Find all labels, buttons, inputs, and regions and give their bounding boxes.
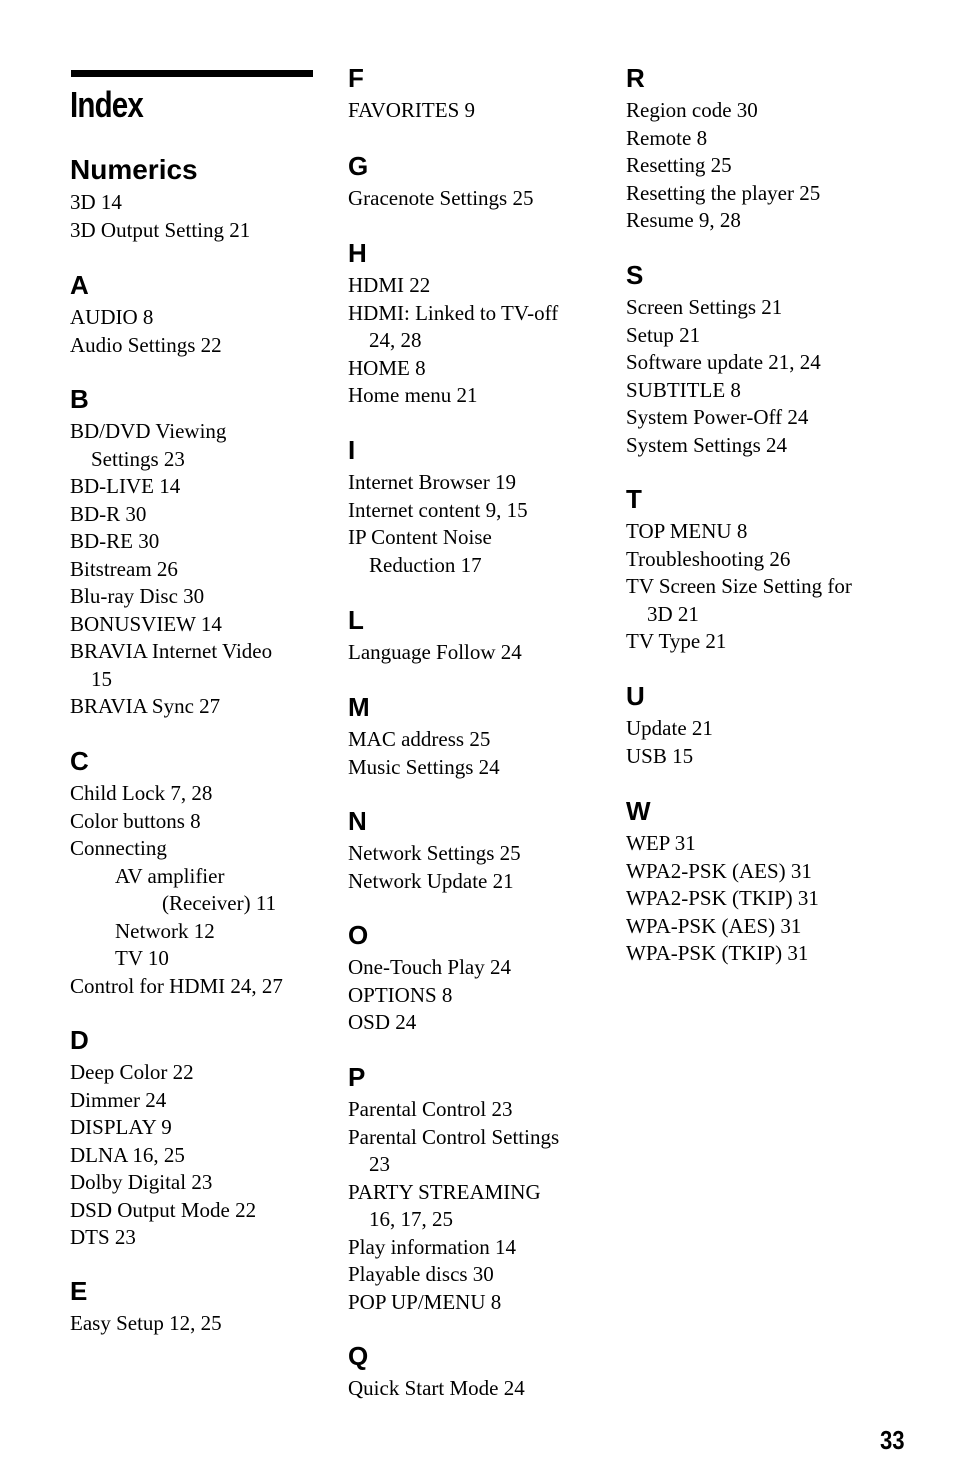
index-entry: POP UP/MENU 8 [348, 1289, 502, 1314]
index-section-e [70, 1273, 340, 1338]
index-entry: 15 [91, 666, 112, 691]
index-entry: Update 21 [626, 716, 713, 740]
index-section-l [348, 602, 618, 667]
index-entry: Network Settings 25 [348, 841, 521, 865]
page-title: Index [70, 84, 144, 125]
index-entry: HDMI: Linked to TV-off [348, 300, 559, 325]
index-entry: Home menu 21 [348, 383, 478, 407]
index-entry: BONUSVIEW 14 [70, 611, 222, 636]
index-entry: WPA2-PSK (TKIP) 31 [626, 886, 819, 910]
index-entry: Blu-ray Disc 30 [70, 584, 205, 608]
index-entry: Parental Control Settings [348, 1124, 560, 1149]
index-entry: System Power-Off 24 [626, 405, 809, 429]
index-entry: 23 [369, 1152, 390, 1176]
index-entry: FAVORITES 9 [348, 98, 475, 122]
section-heading: D [70, 1025, 89, 1055]
index-entry: 3D Output Setting 21 [70, 217, 251, 242]
index-entry: Settings 23 [91, 446, 185, 471]
page-number: 33 [880, 1425, 905, 1455]
index-entry: 3D 14 [70, 190, 122, 214]
index-section-numerics [70, 151, 340, 244]
index-entry: Gracenote Settings 25 [348, 186, 534, 210]
index-section-m [348, 689, 618, 781]
index-entry: OPTIONS 8 [348, 982, 453, 1007]
section-heading: Numerics [70, 154, 198, 185]
index-entry: Easy Setup 12, 25 [70, 1311, 222, 1335]
section-heading: Q [348, 1341, 369, 1371]
index-section-o [348, 917, 618, 1037]
index-entry: TV Type 21 [626, 629, 727, 653]
index-section-i [348, 432, 618, 579]
section-heading: I [348, 435, 356, 465]
section-heading: N [348, 806, 367, 836]
index-entry: 3D 21 [647, 601, 699, 626]
index-entry: DTS 23 [70, 1225, 136, 1249]
index-entry: BD-RE 30 [70, 529, 160, 553]
section-heading: G [348, 151, 369, 181]
index-entry: Internet Browser 19 [348, 470, 516, 494]
index-entry: AV amplifier [115, 863, 225, 888]
index-entry: WPA-PSK (AES) 31 [626, 913, 802, 938]
index-section-f [348, 60, 618, 125]
index-entry: Troubleshooting 26 [626, 546, 791, 571]
index-section-r [626, 60, 896, 235]
index-section-p [348, 1059, 618, 1316]
index-entry: TV 10 [115, 946, 169, 970]
index-entry: Color buttons 8 [70, 808, 201, 833]
index-entry: DLNA 16, 25 [70, 1142, 185, 1167]
index-entry: One-Touch Play 24 [348, 955, 511, 979]
index-entry: BD-R 30 [70, 501, 147, 526]
section-heading: P [348, 1062, 366, 1092]
title-rule [71, 70, 313, 77]
index-entry: 24, 28 [369, 328, 422, 352]
index-entry: BRAVIA Sync 27 [70, 694, 221, 718]
index-section-c [70, 743, 340, 1000]
index-entry: (Receiver) 11 [162, 891, 277, 915]
index-entry: WEP 31 [626, 831, 696, 855]
index-section-b [70, 381, 340, 721]
index-entry: Setup 21 [626, 322, 701, 347]
section-heading: C [70, 746, 89, 776]
index-entry: Screen Settings 21 [626, 295, 783, 319]
index-entry: SUBTITLE 8 [626, 377, 741, 402]
index-entry: Control for HDMI 24, 27 [70, 973, 283, 998]
index-entry: IP Content Noise [348, 525, 492, 549]
section-heading: H [348, 238, 367, 268]
section-heading: T [626, 484, 642, 514]
index-entry: Internet content 9, 15 [348, 497, 528, 522]
index-entry: HOME 8 [348, 355, 426, 380]
section-heading: A [70, 270, 89, 300]
index-section-t [626, 481, 896, 656]
index-section-a [70, 267, 340, 359]
index-entry: Resume 9, 28 [626, 208, 741, 232]
index-entry: Deep Color 22 [70, 1060, 194, 1084]
index-entry: OSD 24 [348, 1010, 417, 1034]
index-entry: Software update 21, 24 [626, 350, 821, 374]
index-entry: WPA-PSK (TKIP) 31 [626, 941, 809, 965]
index-entry: Play information 14 [348, 1234, 516, 1259]
index-entry: 16, 17, 25 [369, 1207, 453, 1231]
index-section-d [70, 1022, 340, 1252]
index-entry: WPA2-PSK (AES) 31 [626, 858, 812, 883]
index-entry: Resetting 25 [626, 153, 732, 177]
index-entry: Quick Start Mode 24 [348, 1376, 525, 1400]
index-section-w [626, 793, 896, 968]
index-entry: DSD Output Mode 22 [70, 1197, 257, 1222]
section-heading: L [348, 605, 364, 635]
index-entry: Remote 8 [626, 125, 708, 150]
section-heading: R [626, 63, 645, 93]
index-entry: AUDIO 8 [70, 305, 154, 329]
index-entry: BD/DVD Viewing [70, 419, 227, 443]
index-entry: Audio Settings 22 [70, 332, 222, 357]
index-section-n [348, 803, 618, 895]
index-section-q [348, 1338, 618, 1403]
section-heading: S [626, 260, 644, 290]
index-entry: MAC address 25 [348, 727, 491, 751]
section-heading: F [348, 63, 364, 93]
index-entry: System Settings 24 [626, 432, 788, 457]
section-heading: W [626, 796, 651, 826]
index-entry: Language Follow 24 [348, 640, 522, 664]
index-entry: PARTY STREAMING [348, 1179, 541, 1204]
index-section-u [626, 678, 896, 770]
section-heading: E [70, 1276, 88, 1306]
index-entry: TOP MENU 8 [626, 519, 748, 543]
index-entry: BD-LIVE 14 [70, 474, 181, 498]
index-entry: Connecting [70, 836, 167, 860]
index-entry: DISPLAY 9 [70, 1115, 172, 1139]
index-entry: Network 12 [115, 918, 215, 943]
index-entry: Region code 30 [626, 98, 758, 122]
section-heading: B [70, 384, 89, 414]
index-entry: USB 15 [626, 743, 694, 768]
index-entry: Network Update 21 [348, 868, 514, 893]
index-entry: Resetting the player 25 [626, 180, 821, 205]
index-entry: HDMI 22 [348, 273, 431, 297]
index-section-s [626, 257, 896, 459]
index-entry: TV Screen Size Setting for [626, 574, 852, 598]
index-entry: BRAVIA Internet Video [70, 639, 273, 663]
index-entry: Bitstream 26 [70, 556, 178, 581]
section-heading: U [626, 681, 645, 711]
index-entry: Music Settings 24 [348, 754, 500, 779]
index-entry: Reduction 17 [369, 552, 482, 577]
index-entry: Dimmer 24 [70, 1087, 167, 1112]
index-entry: Playable discs 30 [348, 1262, 494, 1286]
index-section-h [348, 235, 618, 410]
section-heading: O [348, 920, 369, 950]
index-entry: Child Lock 7, 28 [70, 781, 213, 805]
index-section-g [348, 148, 618, 213]
section-heading: M [348, 692, 370, 722]
index-entry: Dolby Digital 23 [70, 1170, 213, 1194]
index-entry: Parental Control 23 [348, 1097, 513, 1121]
